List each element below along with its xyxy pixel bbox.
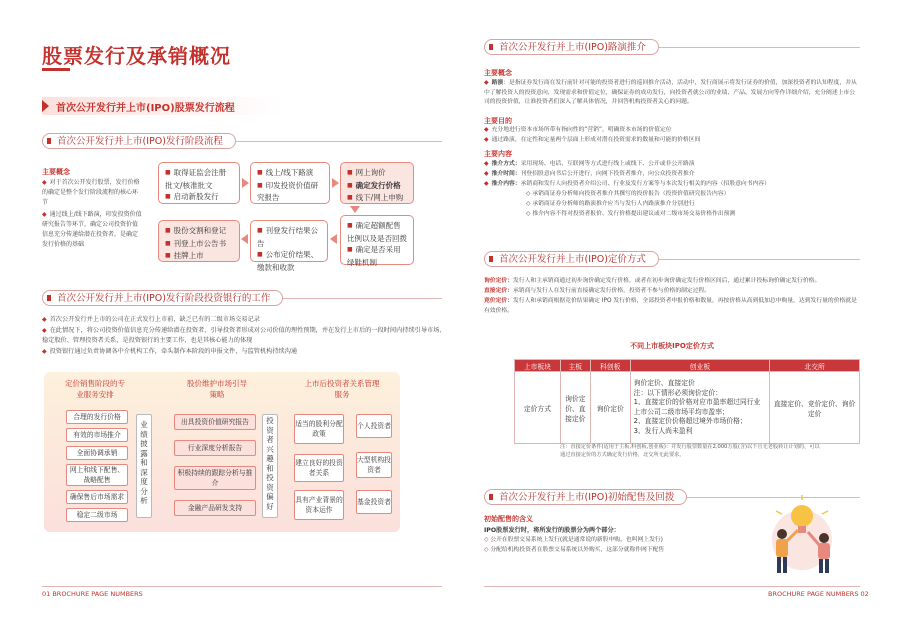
content-item-3: ◆ 推介内容：承销商和发行人向投资者介绍公司、行业及发行方案等与本次发行相关的内容（招股意向书内容）	[484, 180, 770, 187]
flow-arrow-3	[330, 234, 337, 244]
ib-bullet-2: ◆ 在此情况下，将公司投资价值信息充分传递给潜在投资者，引导投资者形成对公司价值的理性预期，并在发行上市后的一段时间内持续引导市场、稳定股价、管理投资者关系，是投资银行的主要工作，也是其核心能力的体现	[42, 326, 446, 344]
page-title: 股票发行及承销概况	[42, 44, 231, 68]
th-board: 上市板块	[515, 360, 561, 372]
roadshow-definition: ◆ 路演：是指证券发行商在发行前针对可能的投资者进行的巡回推介活动，活动中，发行商展示将发行证券的价值，加深投资者的认知程度，并从中了解投资人的投资意向，发现需求和价值定位，确保证券的成功发行，向投资者就公司的业绩、产品、发展方向等作详细介绍，充分阐述上市公司的投资价值，让准投资者们深入了解具体情况，并回答机构投资者关心的问题。	[484, 79, 857, 105]
col1-item-6: 稳定二级市场	[66, 508, 128, 522]
col3-item-3: 具有产业背景的资本运作	[294, 490, 344, 520]
flow-box-overallot: ■ 确定超额配售比例以及是否回拨 ■ 确定是否采用绿鞋机制	[340, 215, 414, 265]
th-main: 主板	[560, 360, 590, 372]
concept-label: 主要概念	[42, 168, 70, 176]
th-bse: 北交所	[770, 360, 860, 372]
allot-item-2: ◇ 分配给机构投资者在股票交易系统以外购买，这部分就称作网下配售	[484, 547, 665, 553]
col1-head: 定价销售阶段的专业服务安排	[65, 379, 125, 399]
right-footer-rule	[484, 586, 860, 587]
td-main: 询价定价、直接定价	[560, 372, 590, 444]
pricing-auction: 竞价定价：发行人和承销商根据竞价结果确定 IPO 发行价格，全部投资者申报价格和数量，再按价格从高到低加总申购量，达到发行量的价格就是有效价格。	[484, 298, 857, 314]
banner-marker-icon	[42, 100, 49, 112]
td-row-label: 定价方式	[515, 372, 561, 444]
ib-bullet-1: ◆ 首次公开发行并上市的公司在正式发行上市前，缺乏已有的二级市场交易记录	[42, 316, 260, 323]
col4-item-3: 基金投资者	[356, 490, 392, 514]
section-banner	[42, 97, 282, 115]
flow-box-roadshow: ■ 线上/线下路演 ■ 印发投资价值研究报告	[250, 162, 330, 204]
flow-arrow-down	[350, 206, 360, 213]
col1-item-5: 确保售后市场需求	[66, 490, 128, 504]
ib-title: 首次公开发行并上市(IPO)发行阶段投资银行的工作	[42, 290, 283, 306]
flow-arrow-4	[241, 234, 248, 244]
left-footer: 01 BROCHURE PAGE NUMBERS	[42, 590, 143, 598]
td-gem: 询价定价、直接定价 注：以下情形必须询价定价： 1、直接定价的价格对应市盈率超过同行业上市公司二级市场平均市盈率； 2、直接定价价格超过境外市场价格； 3、发行人尚未盈利	[630, 372, 770, 444]
table-note: 注：直接定价条件(适用于主板,科创板,创业板)：并发行股票数量在2,000万股(含)以下且无老股转让计划的，可以通过直接定价的方式确定发行价格，北交所无此要求。	[560, 444, 820, 458]
banner-text: 首次公开发行并上市(IPO)股票发行流程	[56, 103, 235, 114]
left-footer-rule	[42, 586, 442, 587]
col1-item-2: 有效的市场推介	[66, 428, 128, 442]
content-subitem-3: ◇ 推介内容不得对投资者报价、发行价格提出建议或对二级市场交易价格作出预测	[526, 211, 736, 217]
col1-item-4: 网上和线下配售、战略配售	[66, 464, 128, 486]
ib-diagram	[44, 372, 400, 532]
purpose-item-1: ◆ 充分地进行资本市场所带有指向性的“营销”，明确资本市场的价值定位	[484, 126, 672, 133]
col2-item-2: 行业深度分析报告	[174, 440, 256, 456]
vtext-interest: 投资者兴趣和投资偏好	[266, 416, 274, 511]
pricing-table	[514, 359, 860, 444]
flow-box-result: ■ 刊登发行结果公告 ■ 公布定价结果、缴款和收款	[250, 220, 328, 262]
col1-item-1: 合理的发行价格	[66, 410, 128, 424]
roadshow-title: 首次公开发行并上市(IPO)路演推介	[484, 39, 659, 55]
allot-lead: IPO股票发行时，将所发行的股票分为两个部分：	[484, 527, 620, 534]
flow-arrow-1	[242, 178, 249, 188]
col2-item-4: 金融产品研发支持	[174, 500, 256, 516]
content-subitem-2: ◇ 承销商证券分析师的路演推介应当与发行人内路演推介分别进行	[526, 201, 695, 207]
purpose-item-2: ◆ 通过路演，在定性和定量两个层面上形成对潜在投资需求的数量和可能的价格区间	[484, 136, 701, 143]
title-underline	[42, 68, 70, 71]
col3-item-2: 建立良好的投资者关系	[294, 454, 344, 482]
th-star: 科创板	[590, 360, 630, 372]
allot-title: 首次公开发行并上市(IPO)初始配售及回拨	[484, 489, 687, 505]
allot-item-1: ◇ 公开在股票交易系统上发行(就是通常说的新股申购，也叫网上发行)	[484, 537, 663, 543]
stages-title: 首次公开发行并上市(IPO)发行阶段流程	[42, 133, 236, 149]
right-footer: BROCHURE PAGE NUMBERS 02	[768, 590, 869, 598]
rs-content-label: 主要内容	[484, 150, 512, 158]
allot-label: 初始配售的含义	[484, 515, 533, 523]
col1-item-3: 全面协调承销	[66, 446, 128, 460]
pricing-title: 首次公开发行并上市(IPO)定价方式	[484, 251, 659, 267]
flow-box-listing: ■ 股份交割和登记 ■ 刊登上市公告书 ■ 挂牌上市	[158, 220, 240, 262]
ib-bullet-3: ◆ 投资银行通过负责协调各中介机构工作，牵头制作本阶段的申报文件，与监管机构持续沟通	[42, 347, 298, 355]
rs-purpose-label: 主要目的	[484, 117, 512, 125]
concept-item-1: ◆ 对于首次公开发行股票，发行价格的确定是整个发行阶段流程的核心环节	[42, 179, 140, 206]
rs-concept-label: 主要概念	[484, 69, 512, 77]
col2-head: 股价维护市场引导策略	[187, 379, 247, 399]
flow-box-approval: ■ 取得证监会注册批文/核准批文 ■ 启动新股发行	[158, 162, 240, 204]
content-item-1: ◆ 推介方式：采用现场、电话、互联网等方式进行线上或线下、公开或非公开路演	[484, 160, 695, 167]
content-item-2: ◆ 推介时间：刊登招股意向书后公开进行，向网下投资者推介，向公众投资者推介	[484, 170, 695, 177]
pricing-inquiry: 询价定价：发行人和主承销商通过初步询价确定发行价格，或者在初步询价确定发行价格区间后，通过累计投标询价确定发行价格。	[484, 278, 821, 284]
vtext-disclosure: 业绩披露和深度分析	[140, 420, 148, 505]
col4-item-2: 大型机构投资者	[356, 452, 392, 478]
flow-arrow-2	[332, 178, 339, 188]
flow-box-pricing: ■ 网上询价 ■ 确定发行价格 ■ 线下/网上申购	[340, 162, 414, 204]
concept-item-2: ◆ 通过线上/线下路演，印发投资价值研究报告等环节，确定公司投资价值信息充分传递给潜在投资者，是确定发行价格的基础	[42, 211, 142, 248]
col2-item-1: 出具投资价值研究报告	[174, 414, 256, 430]
td-bse: 直接定价、竞价定价、询价定价	[770, 372, 860, 444]
content-subitem-1: ◇ 承销商证券分析师向投资者推介其撰写的投价报告（投资价值研究报告内容）	[526, 191, 730, 197]
pricing-direct: 直接定价：承销商与发行人在发行前直接确定发行价格，投资者不参与价格的制定过程。	[484, 288, 711, 294]
col3-head: 上市后投资者关系管理服务	[304, 379, 380, 399]
table-title: 不同上市板块IPO定价方式	[630, 342, 714, 350]
td-star: 询价定价	[590, 372, 630, 444]
th-gem: 创业板	[630, 360, 770, 372]
col2-item-3: 积极持续的跟踪分析与推介	[174, 466, 256, 490]
col3-item-1: 适当的股利分配政策	[294, 414, 344, 444]
lightbulb-illustration	[752, 494, 862, 578]
col4-item-1: 个人投资者	[356, 414, 392, 438]
